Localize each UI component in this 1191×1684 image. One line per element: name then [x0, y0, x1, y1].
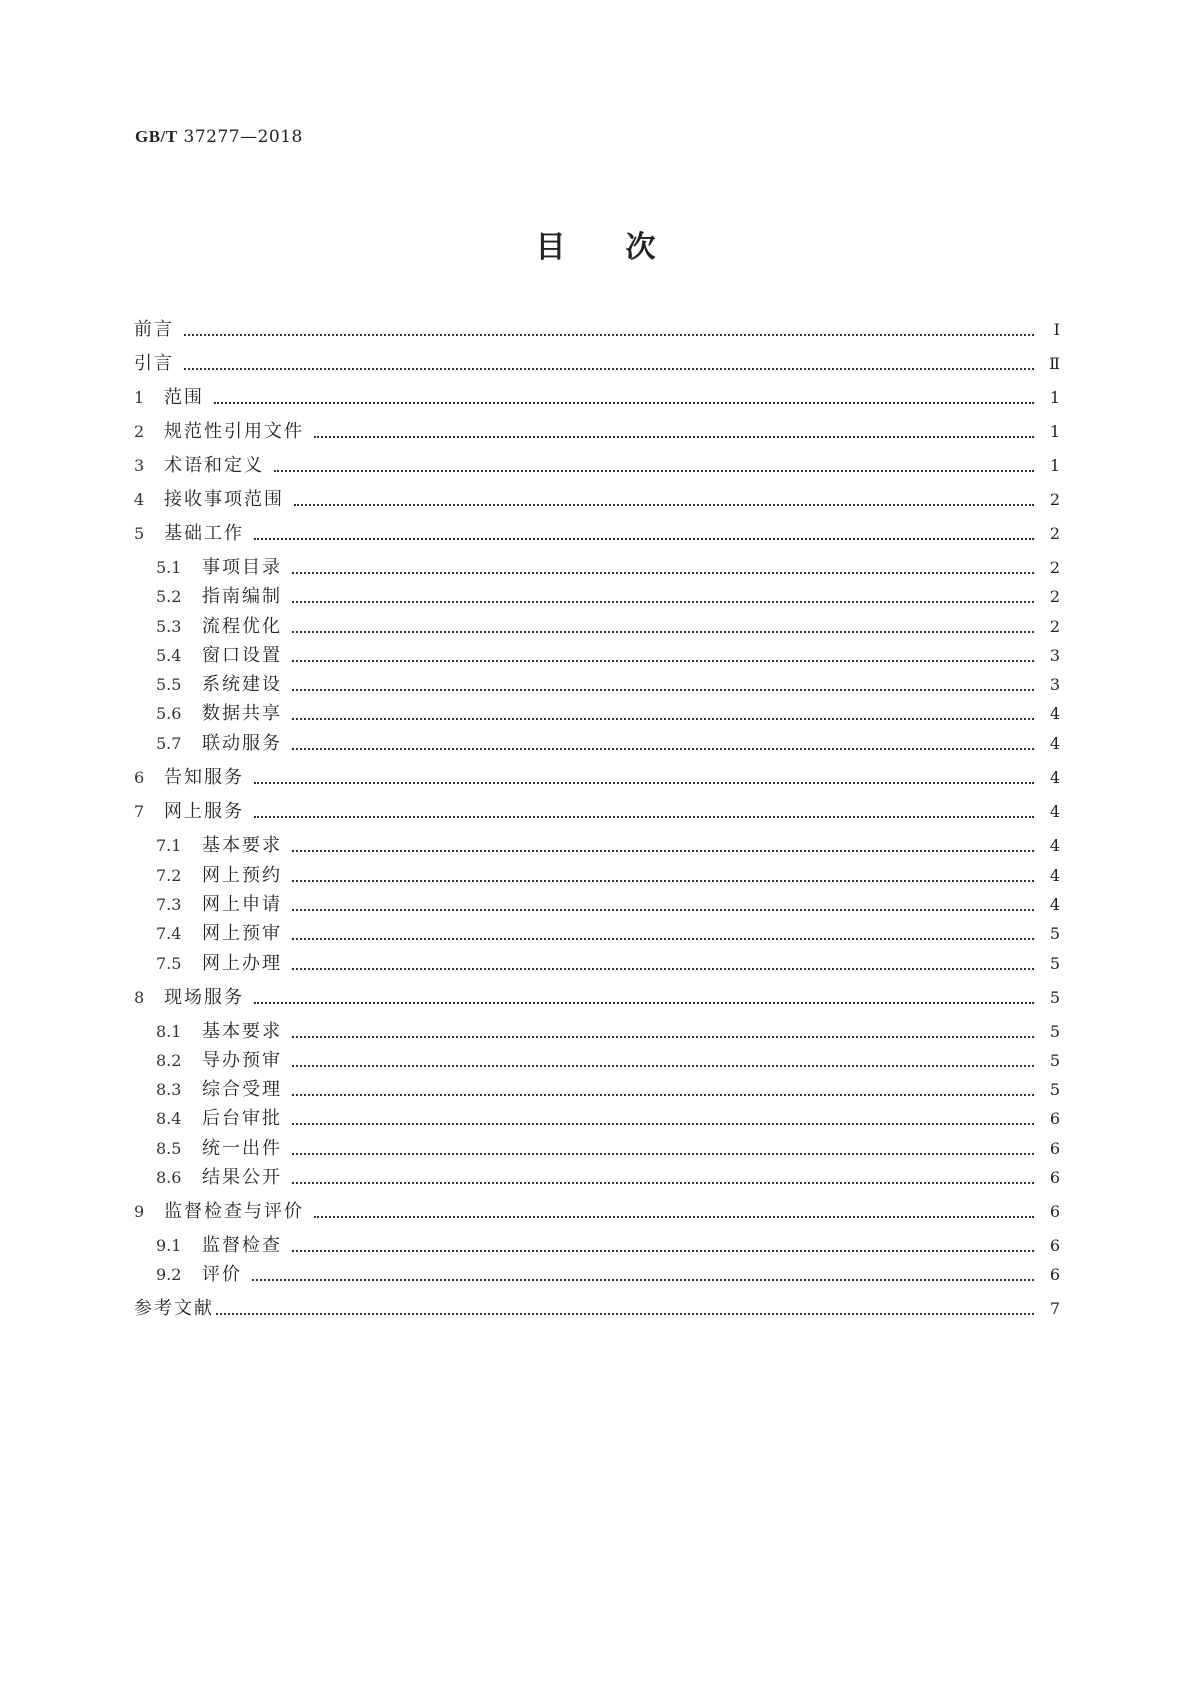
toc-item-page: 5: [1049, 1022, 1060, 1041]
toc-item[interactable]: [134, 1296, 1060, 1322]
toc-item[interactable]: [156, 951, 1060, 977]
toc-dot-leader: [274, 469, 1034, 472]
toc-item[interactable]: [134, 765, 1060, 791]
toc-item-number: 7.3: [156, 895, 182, 914]
toc-item[interactable]: [134, 453, 1060, 479]
toc-item-label: 评价: [202, 1264, 242, 1285]
toc-item-page: 2: [1049, 558, 1060, 577]
toc-dot-leader: [292, 1035, 1034, 1038]
toc-item[interactable]: [156, 1165, 1060, 1191]
toc-item[interactable]: [156, 1019, 1060, 1045]
toc-item[interactable]: [156, 1048, 1060, 1074]
toc-item-label: 参考文献: [134, 1298, 214, 1319]
toc-item-label: 窗口设置: [202, 645, 282, 666]
toc-item-page: 1: [1049, 388, 1060, 407]
toc-item-page: 6: [1049, 1109, 1060, 1128]
toc-dot-leader: [314, 1215, 1034, 1218]
toc-dot-leader: [254, 1001, 1034, 1004]
toc-item-page: 5: [1049, 954, 1060, 973]
standard-code: [135, 127, 303, 147]
toc-dot-leader: [292, 937, 1034, 940]
toc-item-page: 7: [1049, 1299, 1060, 1318]
toc-item-number: 8.4: [156, 1109, 182, 1128]
toc-dot-leader: [294, 503, 1034, 506]
toc-item-label: 基础工作: [164, 523, 244, 544]
toc-item[interactable]: [156, 701, 1060, 727]
toc-item-number: 5.1: [156, 558, 182, 577]
toc-item-page: 2: [1049, 490, 1060, 509]
toc-item[interactable]: [156, 863, 1060, 889]
toc-dot-leader: [292, 600, 1034, 603]
toc-item[interactable]: [134, 385, 1060, 411]
toc-item-page: 5: [1049, 1051, 1060, 1070]
toc-item-page: 4: [1049, 802, 1060, 821]
toc-item-label: 监督检查: [202, 1235, 282, 1256]
toc-item-number: 5.7: [156, 734, 182, 753]
toc-item-number: 7: [134, 802, 145, 821]
toc-item-number: 8.2: [156, 1051, 182, 1070]
toc-item[interactable]: [156, 1077, 1060, 1103]
toc-dot-leader: [292, 659, 1034, 662]
toc-item[interactable]: [156, 584, 1060, 610]
toc-item-label: 统一出件: [202, 1138, 282, 1159]
standard-prefix: GB/T: [135, 127, 178, 146]
toc-item[interactable]: [134, 1199, 1060, 1225]
toc-item[interactable]: [156, 672, 1060, 698]
toc-item-number: 5.3: [156, 617, 182, 636]
toc-item[interactable]: [156, 731, 1060, 757]
toc-item-number: 8.6: [156, 1168, 182, 1187]
toc-item[interactable]: [156, 921, 1060, 947]
toc-item-number: 8.1: [156, 1022, 182, 1041]
toc-item-page: 6: [1049, 1236, 1060, 1255]
toc-item-page: 4: [1049, 866, 1060, 885]
toc-dot-leader: [252, 1278, 1034, 1281]
toc-item-number: 5: [134, 524, 145, 543]
toc-item-label: 基本要求: [202, 1021, 282, 1042]
toc-item-label: 引言: [134, 353, 174, 374]
toc-dot-leader: [292, 630, 1034, 633]
toc-item-label: 结果公开: [202, 1167, 282, 1188]
toc-item-number: 8.5: [156, 1139, 182, 1158]
toc-item-number: 1: [134, 388, 145, 407]
toc-dot-leader: [214, 401, 1034, 404]
toc-dot-leader: [216, 1312, 1034, 1315]
toc-dot-leader: [292, 1181, 1034, 1184]
toc-item[interactable]: [134, 487, 1060, 513]
toc-item-label: 规范性引用文件: [164, 421, 304, 442]
toc-item-number: 7.5: [156, 954, 182, 973]
toc-item-number: 3: [134, 456, 145, 475]
toc-item-label: 后台审批: [202, 1108, 282, 1129]
toc-item[interactable]: [134, 985, 1060, 1011]
toc-item-page: 2: [1049, 524, 1060, 543]
toc-item[interactable]: [134, 419, 1060, 445]
toc-item[interactable]: [156, 614, 1060, 640]
toc-item[interactable]: [134, 521, 1060, 547]
toc-item-number: 2: [134, 422, 145, 441]
page-title: 目次: [535, 230, 716, 265]
toc-item-number: 9: [134, 1202, 145, 1221]
toc-item-page: 6: [1049, 1168, 1060, 1187]
toc-item-label: 前言: [134, 319, 174, 340]
toc-item-label: 监督检查与评价: [164, 1201, 304, 1222]
toc-item-label: 指南编制: [202, 586, 282, 607]
toc-item-number: 8.3: [156, 1080, 182, 1099]
toc-dot-leader: [292, 688, 1034, 691]
toc-dot-leader: [292, 571, 1034, 574]
toc-item[interactable]: [134, 351, 1060, 377]
toc-item-page: 1: [1049, 422, 1060, 441]
toc-item-label: 系统建设: [202, 674, 282, 695]
toc-item-label: 网上预审: [202, 923, 282, 944]
toc-item[interactable]: [156, 643, 1060, 669]
toc-item[interactable]: [156, 833, 1060, 859]
toc-dot-leader: [292, 1122, 1034, 1125]
toc-item-number: 5.5: [156, 675, 182, 694]
toc-dot-leader: [292, 747, 1034, 750]
toc-item-page: 3: [1049, 675, 1060, 694]
toc-item-label: 事项目录: [202, 557, 282, 578]
toc-dot-leader: [314, 435, 1034, 438]
toc-dot-leader: [254, 815, 1034, 818]
toc-item-number: 5.6: [156, 704, 182, 723]
toc-dot-leader: [184, 367, 1034, 370]
toc-item-label: 网上办理: [202, 953, 282, 974]
toc-item-number: 9.1: [156, 1236, 182, 1255]
standard-number: 37277—2018: [183, 127, 303, 147]
toc-item-label: 流程优化: [202, 616, 282, 637]
toc-item-page: 6: [1049, 1139, 1060, 1158]
toc-item-number: 6: [134, 768, 145, 787]
toc-item[interactable]: [156, 1136, 1060, 1162]
toc-dot-leader: [292, 908, 1034, 911]
toc-item-number: 8: [134, 988, 145, 1007]
toc-item-page: 4: [1049, 895, 1060, 914]
toc-item-page: Ⅰ: [1053, 320, 1060, 339]
toc-item-label: 范围: [164, 387, 204, 408]
toc-item-page: 1: [1049, 456, 1060, 475]
toc-dot-leader: [292, 849, 1034, 852]
toc-item[interactable]: [156, 1233, 1060, 1259]
toc-item-label: 综合受理: [202, 1079, 282, 1100]
toc-item[interactable]: [134, 317, 1060, 343]
toc-item-page: 2: [1049, 617, 1060, 636]
toc-item-page: 5: [1049, 988, 1060, 1007]
toc-item-number: 7.2: [156, 866, 182, 885]
toc-dot-leader: [292, 1064, 1034, 1067]
toc-item-page: 6: [1049, 1202, 1060, 1221]
toc-item-number: 7.4: [156, 924, 182, 943]
toc-dot-leader: [184, 333, 1034, 336]
toc-item-label: 导办预审: [202, 1050, 282, 1071]
toc-item-number: 7.1: [156, 836, 182, 855]
toc-item-label: 现场服务: [164, 987, 244, 1008]
toc-dot-leader: [292, 1152, 1034, 1155]
toc-item-number: 5.4: [156, 646, 182, 665]
toc-item-page: 4: [1049, 768, 1060, 787]
toc-item-number: 9.2: [156, 1265, 182, 1284]
toc-item-label: 联动服务: [202, 733, 282, 754]
toc-dot-leader: [292, 717, 1034, 720]
toc-dot-leader: [292, 1249, 1034, 1252]
toc-item-number: 4: [134, 490, 145, 509]
toc-item-page: 4: [1049, 836, 1060, 855]
toc-item-page: 6: [1049, 1265, 1060, 1284]
toc-item[interactable]: [156, 1262, 1060, 1288]
toc-item-label: 告知服务: [164, 767, 244, 788]
toc-item[interactable]: [134, 799, 1060, 825]
toc-item-page: 5: [1049, 924, 1060, 943]
toc-item[interactable]: [156, 555, 1060, 581]
toc-item-page: 5: [1049, 1080, 1060, 1099]
toc-dot-leader: [254, 537, 1034, 540]
toc-dot-leader: [292, 879, 1034, 882]
toc-item-page: 2: [1049, 587, 1060, 606]
toc-item-number: 5.2: [156, 587, 182, 606]
toc-item-label: 术语和定义: [164, 455, 264, 476]
toc-item-page: 3: [1049, 646, 1060, 665]
toc-item-label: 基本要求: [202, 835, 282, 856]
toc-item-label: 网上服务: [164, 801, 244, 822]
toc-dot-leader: [292, 1093, 1034, 1096]
toc-dot-leader: [254, 781, 1034, 784]
toc-item-page: 4: [1049, 734, 1060, 753]
toc-item-label: 数据共享: [202, 703, 282, 724]
toc-item[interactable]: [156, 1106, 1060, 1132]
toc-item-label: 接收事项范围: [164, 489, 284, 510]
toc-item-page: Ⅱ: [1049, 354, 1060, 373]
toc-item-page: 4: [1049, 704, 1060, 723]
toc-item-label: 网上申请: [202, 894, 282, 915]
toc-item-label: 网上预约: [202, 865, 282, 886]
toc-item[interactable]: [156, 892, 1060, 918]
toc-dot-leader: [292, 967, 1034, 970]
